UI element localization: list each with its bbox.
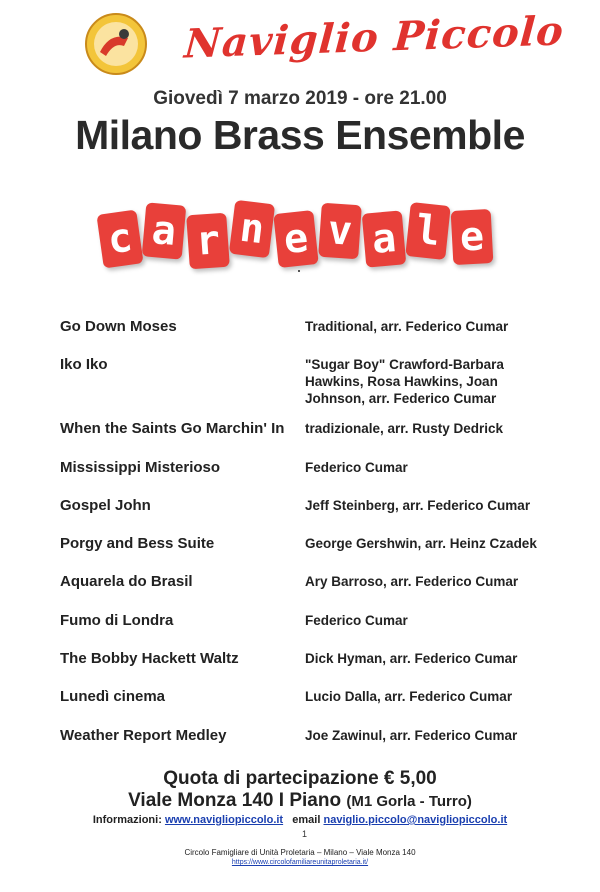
- circle-logo-icon: [84, 12, 148, 76]
- piece-author: Lucio Dalla, arr. Federico Cumar: [305, 689, 513, 704]
- carnevale-letter: a: [142, 202, 187, 259]
- page-number: 1: [302, 829, 308, 839]
- carnevale-letter: v: [318, 203, 362, 260]
- piece-author: "Sugar Boy" Crawford-Barbara Hawkins, Rosa Hawkins, Joan Johnson, arr. Federico Cumar: [305, 357, 504, 406]
- carnevale-letter: e: [273, 210, 318, 268]
- info-label: Informazioni:: [92, 814, 162, 826]
- carnevale-letter: r: [186, 213, 230, 270]
- organization-name: Circolo Famigliare di Unità Proletaria – Milano – Viale Monza 140: [184, 848, 416, 857]
- decorative-dot: [298, 270, 300, 272]
- piece-title: Fumo di Londra: [60, 612, 174, 629]
- carnevale-letter: l: [405, 202, 450, 260]
- email-label: email: [292, 814, 321, 826]
- info-line: [0, 814, 600, 826]
- piece-author: tradizionale, arr. Rusty Dedrick: [305, 421, 504, 436]
- piece-title: Go Down Moses: [60, 318, 177, 335]
- organization-url[interactable]: https://www.circolofamiliareunitaproletaria.it/: [231, 859, 369, 866]
- piece-title: Weather Report Medley: [60, 727, 227, 744]
- venue-text: [0, 790, 600, 812]
- piece-author: George Gershwin, arr. Heinz Czadek: [305, 536, 537, 551]
- venue-address: Viale Monza 140 I Piano: [128, 790, 342, 811]
- carnevale-banner: [100, 198, 500, 278]
- fee-text: Quota di partecipazione € 5,00: [163, 768, 437, 789]
- venue-metro: (M1 Gorla - Turro): [346, 793, 472, 810]
- piece-author: Traditional, arr. Federico Cumar: [305, 319, 509, 334]
- piece-title: Aquarela do Brasil: [60, 573, 193, 590]
- carnevale-letter: n: [229, 200, 275, 258]
- piece-author: Joe Zawinul, arr. Federico Cumar: [305, 728, 518, 743]
- carnevale-letter: e: [451, 209, 494, 265]
- piece-title: Gospel John: [60, 497, 151, 514]
- piece-title: The Bobby Hackett Waltz: [60, 650, 239, 667]
- piece-title: When the Saints Go Marchin' In: [60, 420, 285, 437]
- piece-author: Federico Cumar: [305, 460, 408, 475]
- piece-title: Porgy and Bess Suite: [60, 535, 215, 552]
- piece-author: Federico Cumar: [305, 613, 408, 628]
- carnevale-letter: c: [96, 209, 143, 268]
- page-title: Milano Brass Ensemble: [75, 112, 525, 158]
- piece-title: Lunedì cinema: [60, 688, 166, 705]
- piece-author: Ary Barroso, arr. Federico Cumar: [305, 574, 519, 589]
- event-date: Giovedì 7 marzo 2019 - ore 21.00: [153, 88, 447, 109]
- website-link[interactable]: www.navigliopiccolo.it: [164, 814, 284, 826]
- piece-author: Jeff Steinberg, arr. Federico Cumar: [305, 498, 531, 513]
- email-link[interactable]: naviglio.piccolo@navigliopiccolo.it: [323, 814, 508, 826]
- piece-title: Mississippi Misterioso: [60, 459, 221, 476]
- piece-title: Iko Iko: [60, 356, 108, 373]
- piece-author: Dick Hyman, arr. Federico Cumar: [305, 651, 518, 666]
- brand-title: Naviglio Piccolo: [182, 7, 566, 68]
- carnevale-letter: a: [362, 210, 407, 267]
